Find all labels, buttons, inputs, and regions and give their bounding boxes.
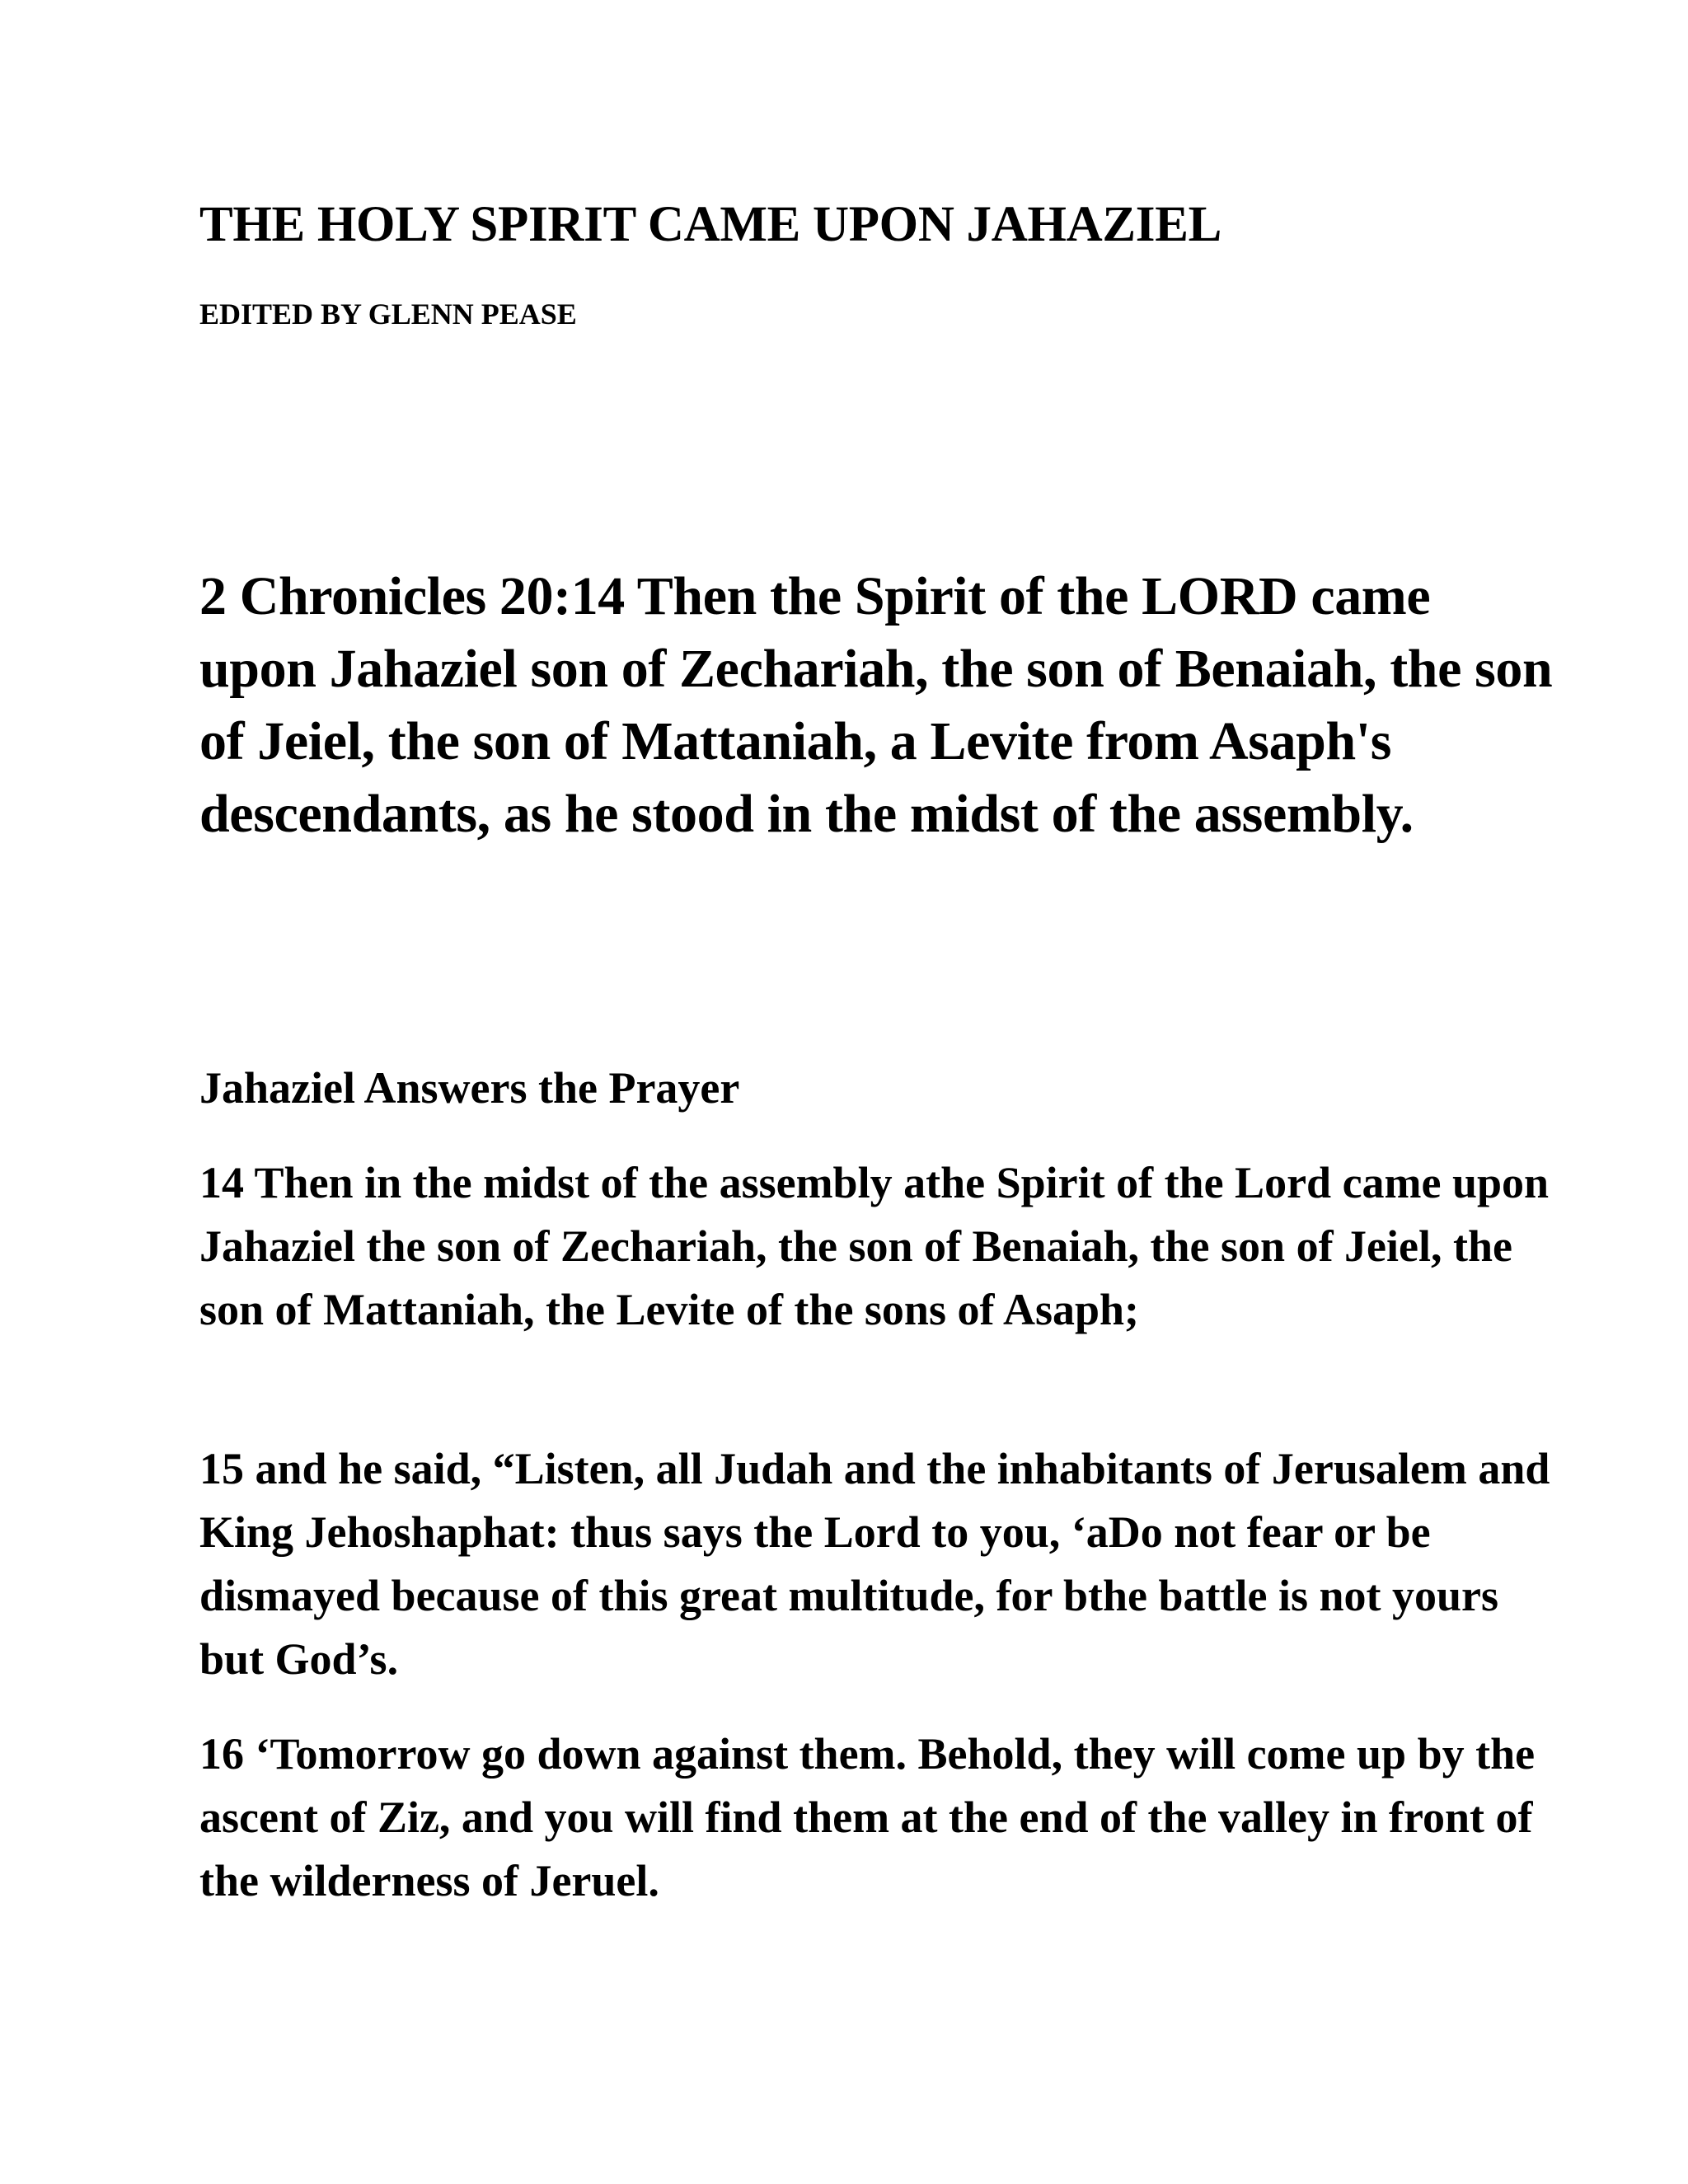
editor-byline: EDITED BY GLENN PEASE — [199, 298, 577, 330]
key-verse: 2 Chronicles 20:14 Then the Spirit of the LORD came upon Jahaziel son of Zechariah, the son of Benaiah, the son of Jeiel, the son of Mattaniah, a Levite from Asaph's descendants, as he stood in the midst of the assembly. — [199, 566, 1553, 844]
verse-paragraph-14: 14 Then in the midst of the assembly athe Spirit of the Lord came upon Jahaziel the son of Zechariah, the son of Benaiah, the son of Jeiel, the son of Mattaniah, the Levite of the sons of Asaph; — [199, 1158, 1550, 1334]
verse-paragraph-16: 16 ‘Tomorrow go down against them. Behold, they will come up by the ascent of Ziz, and you will find them at the end of the valley in front of the wilderness of Jeruel. — [199, 1729, 1536, 1905]
verse-paragraph-15: 15 and he said, “Listen, all Judah and the inhabitants of Jerusalem and King Jehoshaphat: thus says the Lord to you, ‘aDo not fear or be dismayed because of this great multitude, for bthe battle is not yours but God’s. — [199, 1444, 1550, 1684]
document-title: THE HOLY SPIRIT CAME UPON JAHAZIEL — [199, 197, 1221, 252]
section-heading: Jahaziel Answers the Prayer — [199, 1063, 740, 1113]
